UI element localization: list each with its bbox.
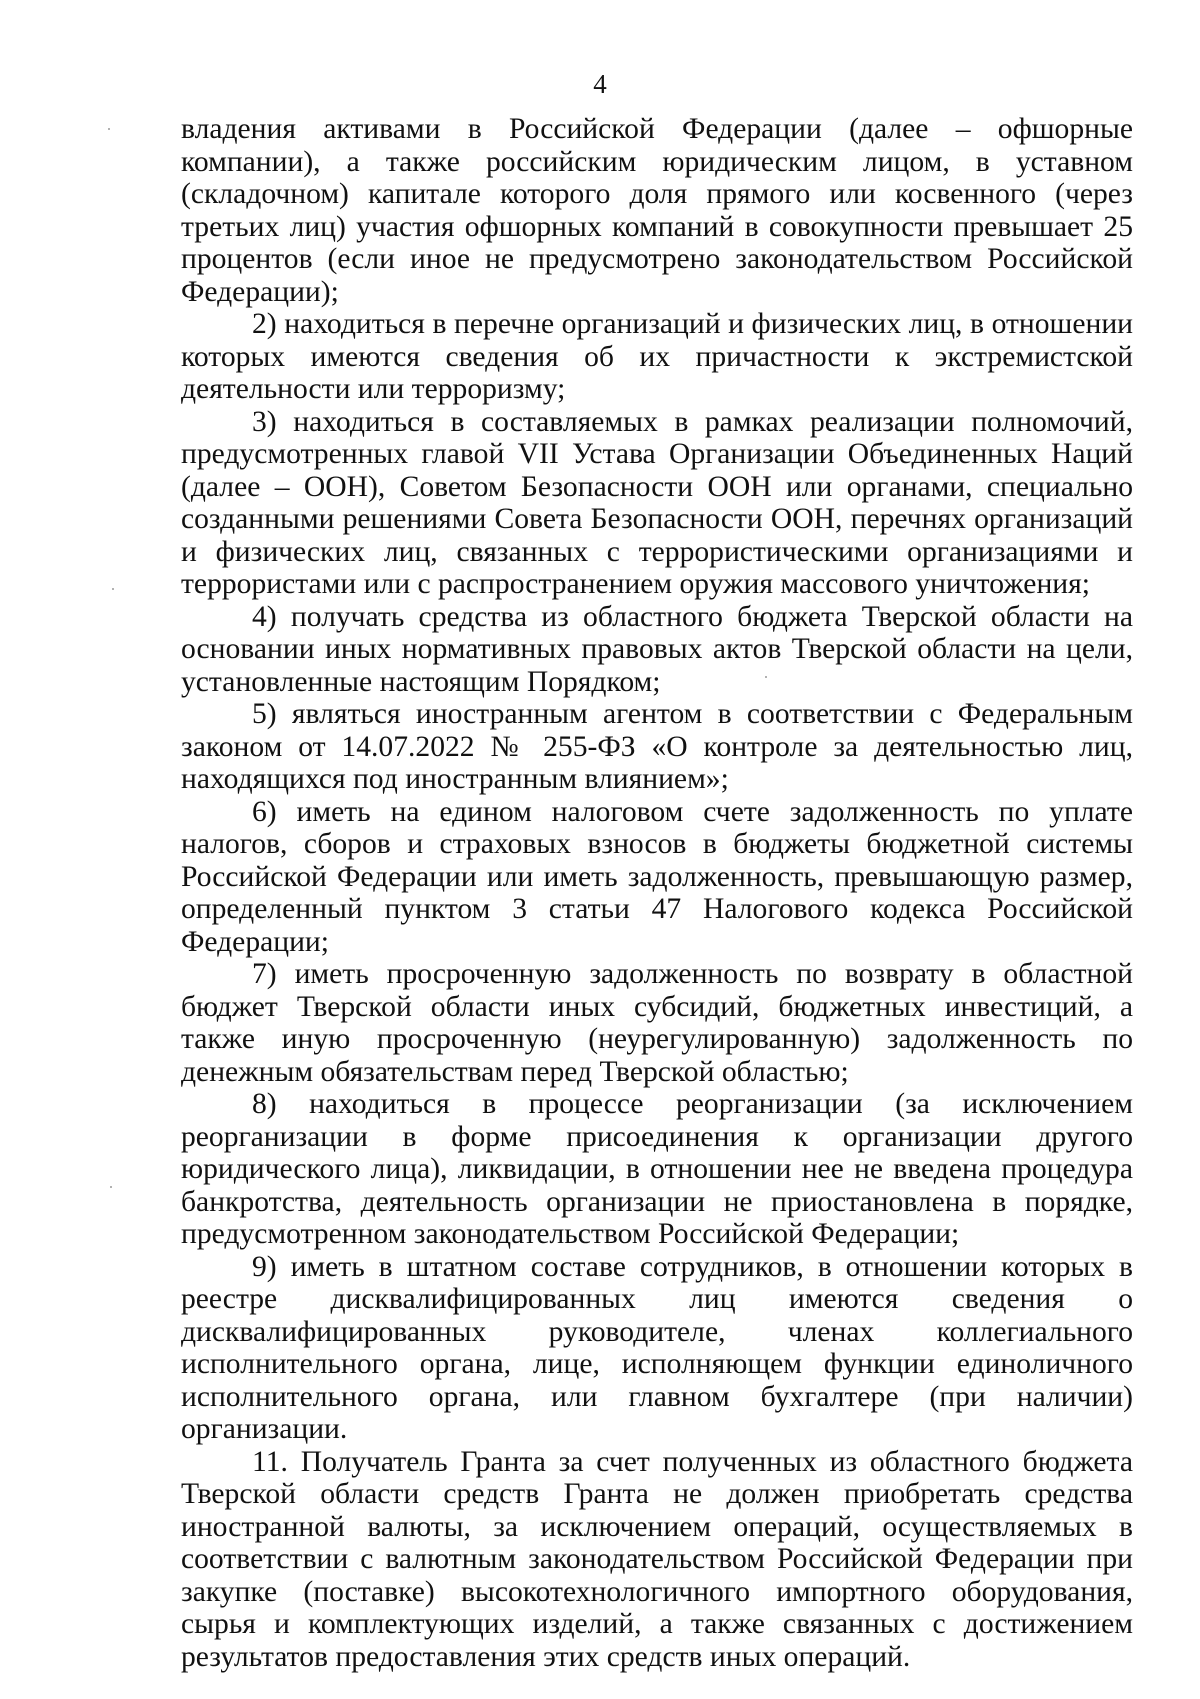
paragraph-section-11: 11. Получатель Гранта за счет полученных из областного бюджета Тверской области средств Гранта не должен приобретать средства иностранной валюты, за исключением операций, осуществляемых в соответствии с валютным законодательством Российской Федерации при закупке (поставке) высокотехнологичного импортного оборудования, сырья и комплектующих изделий, а также связанных с достижением результатов предоставления этих средств иных операций. xyxy=(181,1445,1133,1673)
paragraph-offshore-continuation: владения активами в Российской Федерации (далее – офшорные компании), а также российским юридическим лицом, в уставном (складочном) капитале которого доля прямого или косвенного (через третьих лиц) участия офшорных компаний в совокупности превышает 25 процентов (если иное не предусмотрено законодательством Российской Федерации); xyxy=(181,113,1133,308)
document-body xyxy=(181,113,1133,1673)
page-number: 4 xyxy=(593,69,607,99)
paragraph-item-8: 8) находиться в процессе реорганизации (за исключением реорганизации в форме присоединения к организации другого юридического лица), ликвидации, в отношении нее не введена процедура банкротства, деятельность организации не приостановлена в порядке, предусмотренном законодательством Российской Федерации; xyxy=(181,1088,1133,1250)
scan-speck xyxy=(112,588,114,590)
paragraph-item-6: 6) иметь на едином налоговом счете задолженность по уплате налогов, сборов и страховых взносов в бюджеты бюджетной системы Российской Федерации или иметь задолженность, превышающую размер, определенный пунктом 3 статьи 47 Налогового кодекса Российской Федерации; xyxy=(181,795,1133,958)
paragraph-item-2: 2) находиться в перечне организаций и физических лиц, в отношении которых имеются сведения об их причастности к экстремистской деятельности или терроризму; xyxy=(181,308,1133,405)
paragraph-item-9: 9) иметь в штатном составе сотрудников, в отношении которых в реестре дисквалифицированных лиц имеются сведения о дисквалифицированных руководителе, членах коллегиального исполнительного органа, лице, исполняющем функции единоличного исполнительного органа, или главном бухгалтере (при наличии) организации. xyxy=(181,1250,1133,1445)
paragraph-item-3: 3) находиться в составляемых в рамках реализации полномочий, предусмотренных главой VII Устава Организации Объединенных Наций (далее – ООН), Советом Безопасности ООН или органами, специально созданными решениями Совета Безопасности ООН, перечнях организаций и физических лиц, связанных с террористическими организациями и террористами или с распространением оружия массового уничтожения; xyxy=(181,405,1133,600)
paragraph-item-4: 4) получать средства из областного бюджета Тверской области на основании иных нормативных правовых актов Тверской области на цели, установленные настоящим Порядком; xyxy=(181,600,1133,698)
scan-speck xyxy=(108,128,110,130)
scan-speck xyxy=(765,676,767,678)
paragraph-item-7: 7) иметь просроченную задолженность по возврату в областной бюджет Тверской области иных субсидий, бюджетных инвестиций, а также иную просроченную (неурегулированную) задолженность по денежным обязательствам перед Тверской областью; xyxy=(181,958,1133,1088)
scan-speck xyxy=(110,1186,112,1188)
paragraph-item-5: 5) являться иностранным агентом в соответствии с Федеральным законом от 14.07.2022 № 255-ФЗ «О контроле за деятельностью лиц, находящихся под иностранным влиянием»; xyxy=(181,698,1133,795)
